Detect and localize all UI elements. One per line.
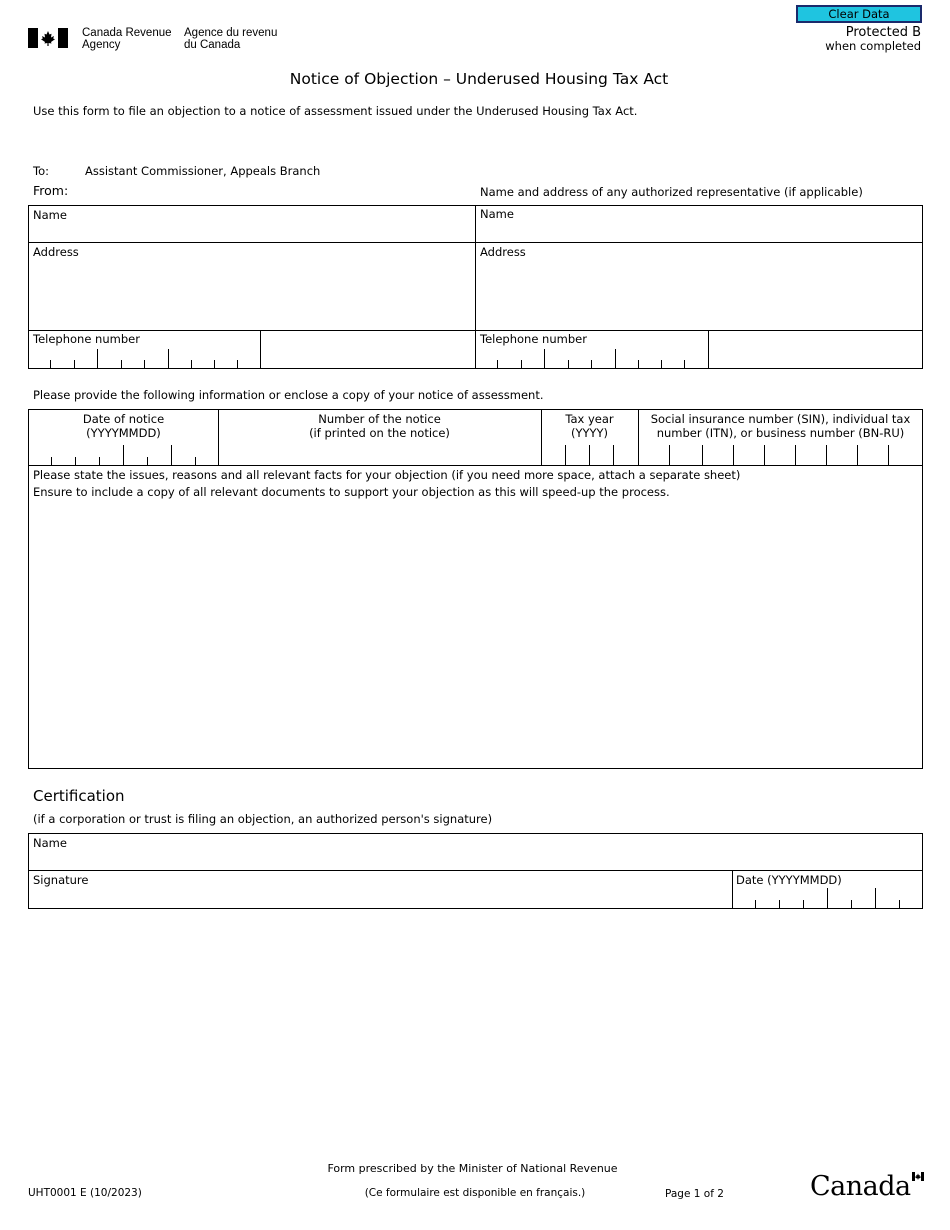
date-of-notice-field[interactable] <box>29 445 218 465</box>
form-code: UHT0001 E (10/2023) <box>28 1187 142 1199</box>
rep-name-field[interactable] <box>477 222 921 241</box>
comb-tick <box>613 445 614 465</box>
comb-tick <box>237 360 238 368</box>
comb-tick <box>74 360 75 368</box>
issues-instruction-line1: Please state the issues, reasons and all relevant facts for your objection (if you need more space, attach a separate sheet) <box>33 468 741 482</box>
issues-textarea[interactable] <box>30 502 921 767</box>
from-label: From: <box>33 183 69 198</box>
sin-header-l2: number (ITN), or business number (BN-RU) <box>656 426 905 440</box>
objector-name-label: Name <box>33 208 67 222</box>
comb-tick <box>99 457 100 465</box>
comb-tick <box>888 445 889 465</box>
notice-number-header-l2: (if printed on the notice) <box>309 426 450 440</box>
agency-fr-line2: du Canada <box>184 39 241 51</box>
objector-phone-comb <box>28 349 268 368</box>
objector-phone-label: Telephone number <box>33 332 140 346</box>
tax-year-header <box>541 412 638 440</box>
certification-heading: Certification <box>33 787 125 805</box>
objector-address-field[interactable] <box>30 260 474 328</box>
comb-tick <box>702 445 703 465</box>
cert-signature-label: Signature <box>33 873 89 887</box>
date-of-notice-header-l1: Date of notice <box>82 412 165 426</box>
wordmark-flag-icon <box>912 1172 924 1181</box>
comb-tick <box>684 360 685 368</box>
page-number: Page 1 of 2 <box>665 1188 724 1200</box>
column-divider <box>475 206 476 368</box>
agency-en-line2: Agency <box>82 39 121 51</box>
objector-address-label: Address <box>33 245 79 259</box>
comb-tick <box>195 457 196 465</box>
intro-text: Use this form to file an objection to a notice of assessment issued under the Underused Housing Tax Act. <box>33 104 638 118</box>
to-label: To: <box>33 164 49 178</box>
rep-phone-extension-field[interactable] <box>710 332 921 367</box>
comb-tick <box>544 349 545 368</box>
agency-name-en <box>82 27 172 51</box>
cert-date-field[interactable] <box>732 888 922 908</box>
comb-tick <box>826 445 827 465</box>
comb-tick <box>661 360 662 368</box>
canada-wordmark <box>810 1170 922 1204</box>
comb-tick <box>121 360 122 368</box>
comb-tick <box>123 445 124 465</box>
tax-year-field[interactable] <box>541 445 638 465</box>
row-divider <box>29 465 922 466</box>
to-value: Assistant Commissioner, Appeals Branch <box>85 164 321 178</box>
comb-tick <box>875 888 876 908</box>
row-divider <box>29 330 922 331</box>
comb-tick <box>97 349 98 368</box>
comb-tick <box>669 445 670 465</box>
comb-tick <box>497 360 498 368</box>
certification-note: (if a corporation or trust is filing an objection, an authorized person's signature) <box>33 812 493 826</box>
comb-tick <box>779 900 780 908</box>
rep-name-label: Name <box>480 207 514 221</box>
comb-tick <box>214 360 215 368</box>
comb-tick <box>755 900 756 908</box>
comb-tick <box>615 349 616 368</box>
objector-phone-extension-field[interactable] <box>262 332 474 367</box>
notice-number-header-l1: Number of the notice <box>318 412 441 426</box>
sin-header <box>638 412 923 440</box>
cert-date-label: Date (YYYYMMDD) <box>736 873 842 887</box>
comb-tick <box>171 445 172 465</box>
comb-tick <box>803 900 804 908</box>
issues-instruction-line2: Ensure to include a copy of all relevant documents to support your objection as this will speed-up the process. <box>33 485 670 499</box>
tax-year-header-l2: (YYYY) <box>570 426 609 440</box>
cert-signature-field[interactable] <box>30 888 730 907</box>
comb-tick <box>144 360 145 368</box>
government-flag-logo <box>28 28 68 51</box>
agency-name-fr <box>184 27 277 51</box>
notice-number-field[interactable] <box>220 445 540 464</box>
comb-tick <box>568 360 569 368</box>
objector-name-field[interactable] <box>30 222 474 241</box>
page-title: Notice of Objection – Underused Housing Tax Act <box>289 70 669 88</box>
comb-tick <box>51 457 52 465</box>
representative-heading: Name and address of any authorized representative (if applicable) <box>480 185 863 199</box>
rep-phone-comb <box>475 349 715 368</box>
notice-number-header <box>218 412 541 440</box>
sin-header-l1: Social insurance number (SIN), individual tax <box>650 412 911 426</box>
comb-tick <box>764 445 765 465</box>
date-of-notice-header <box>29 412 218 440</box>
form-prescribed-text: Form prescribed by the Minister of National Revenue <box>327 1162 618 1175</box>
comb-tick <box>733 445 734 465</box>
row-divider <box>29 242 922 243</box>
comb-tick <box>591 360 592 368</box>
agency-en-line1: Canada Revenue <box>82 27 172 39</box>
date-of-notice-header-l2: (YYYYMMDD) <box>86 426 161 440</box>
comb-tick <box>589 445 590 465</box>
comb-tick <box>191 360 192 368</box>
comb-tick <box>638 360 639 368</box>
agency-fr-line1: Agence du revenu <box>184 27 278 39</box>
comb-tick <box>827 888 828 908</box>
notice-info-intro: Please provide the following information or enclose a copy of your notice of assessment. <box>33 388 544 402</box>
sin-field[interactable] <box>638 445 923 465</box>
row-divider <box>29 870 922 871</box>
rep-address-label: Address <box>480 245 526 259</box>
clear-data-button[interactable]: Clear Data <box>796 5 922 23</box>
cert-name-field[interactable] <box>30 851 921 868</box>
comb-tick <box>50 360 51 368</box>
rep-address-field[interactable] <box>477 260 921 328</box>
french-availability-text: (Ce formulaire est disponible en français.) <box>364 1187 586 1199</box>
rep-phone-label: Telephone number <box>480 332 587 346</box>
comb-tick <box>857 445 858 465</box>
canada-wordmark-text: Canada <box>810 1171 911 1202</box>
comb-tick <box>795 445 796 465</box>
comb-tick <box>147 457 148 465</box>
comb-tick <box>565 445 566 465</box>
protected-b-label: Protected B <box>845 25 921 40</box>
tax-year-header-l1: Tax year <box>565 412 614 426</box>
comb-tick <box>168 349 169 368</box>
when-completed-label: when completed <box>825 39 921 53</box>
comb-tick <box>75 457 76 465</box>
comb-tick <box>851 900 852 908</box>
cert-name-label: Name <box>33 836 67 850</box>
comb-tick <box>899 900 900 908</box>
comb-tick <box>521 360 522 368</box>
